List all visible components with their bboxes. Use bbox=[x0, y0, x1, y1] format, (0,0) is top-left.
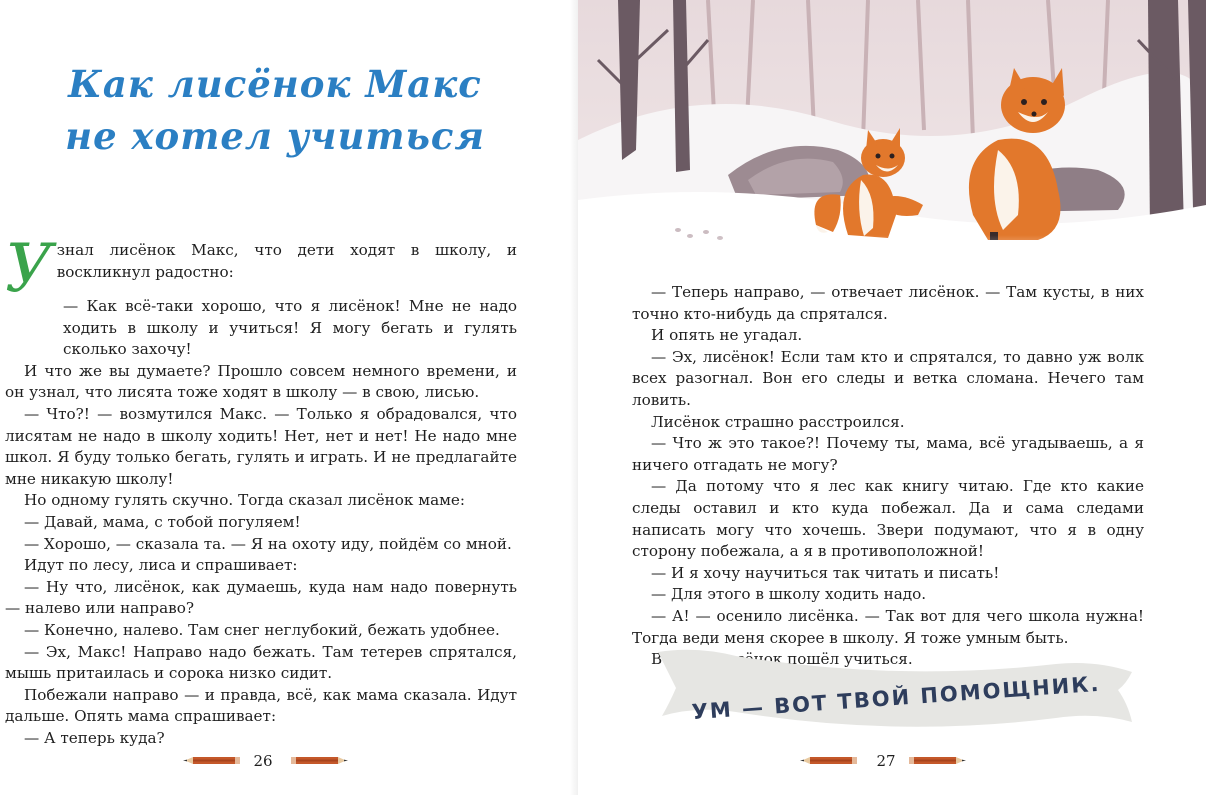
right-page bbox=[578, 0, 1206, 795]
paragraph: — Давай, мама, с тобой погуляем! bbox=[24, 512, 301, 531]
story-title bbox=[40, 58, 510, 162]
paragraph: — Эх, Макс! Направо надо бежать. Там тетерев спрятался, мышь притаилась и сорока низко сидит. bbox=[5, 642, 517, 683]
pencil-icon bbox=[908, 756, 966, 765]
page-number: 26 bbox=[253, 752, 273, 770]
paragraph: — Конечно, налево. Там снег неглубокий, бежать удобнее. bbox=[24, 620, 500, 639]
paragraph: — Эх, лисёнок! Если там кто и спрятался, то давно уж волк всех разогнал. Вон его следы и ветка сломана. Нечего там ловить. bbox=[632, 347, 1144, 409]
page-number: 27 bbox=[876, 752, 896, 770]
left-page bbox=[0, 0, 578, 795]
banner-moral: УМ — ВОТ ТВОЙ ПОМОЩНИК. bbox=[690, 671, 1102, 725]
drop-cap: У bbox=[5, 230, 53, 307]
paragraph: — Что?! — возмутился Макс. — Только я обрадовался, что лисятам не надо в школу ходить! Нет, нет и нет! Не надо мне школ. Я буду только бегать, гулять и играть. И не предлагайте мне никакую школу! bbox=[5, 404, 517, 488]
title-line-2: не хотел учиться bbox=[65, 114, 485, 158]
right-page-text bbox=[632, 282, 1144, 671]
paragraph: Узнал лисёнок Макс, что дети ходят в школу, и воскликнул радостно: bbox=[5, 230, 517, 307]
paragraph: И опять не угадал. bbox=[651, 326, 803, 345]
paragraph: Вот так лисёнок пошёл учиться. bbox=[651, 650, 913, 669]
paragraph: — Для этого в школу ходить надо. bbox=[651, 585, 927, 604]
title-line-1: Как лисёнок Макс bbox=[68, 62, 482, 106]
paragraph: — Хорошо, — сказала та. — Я на охоту иду, пойдём со мной. bbox=[24, 534, 512, 553]
fox-illustration bbox=[578, 0, 1206, 272]
paragraph: — Ну что, лисёнок, как думаешь, куда нам надо повернуть — налево или направо? bbox=[5, 577, 517, 618]
paragraph: Идут по лесу, лиса и спрашивает: bbox=[24, 556, 298, 575]
paragraph: — Что ж это такое?! Почему ты, мама, всё угадываешь, а я ничего отгадать не могу? bbox=[632, 434, 1144, 474]
paragraph: И что же вы думаете? Прошло совсем немного времени, и он узнал, что лисята тоже ходят в школу — в свою, лисью. bbox=[5, 361, 517, 402]
paragraph: — А! — осенило лисёнка. — Так вот для чего школа нужна! Тогда веди меня скорее в школу. Я тоже умным быть. bbox=[632, 606, 1144, 647]
paragraph: — А теперь куда? bbox=[24, 728, 165, 747]
paragraph: Но одному гулять скучно. Тогда сказал лисёнок маме: bbox=[24, 491, 466, 510]
pencil-icon bbox=[800, 756, 858, 765]
paragraph: — Да потому что я лес как книгу читаю. Где кто какие следы оставил и кто куда побежал. Да и сама следами написать могу что хочешь. Звери подумают, что я в одну сторону побежала, а я в противоположной! bbox=[632, 477, 1144, 561]
paragraph: — И я хочу научиться так читать и писать! bbox=[651, 563, 1000, 582]
paragraph: — Как всё-таки хорошо, что я лисёнок! Мне не надо ходить в школу и учиться! Я могу бегать и гулять сколько захочу! bbox=[63, 297, 517, 359]
paragraph: Побежали направо — и правда, всё, как мама сказала. Идут дальше. Опять мама спрашивает: bbox=[5, 685, 517, 726]
paragraph: — Теперь направо, — отвечает лисёнок. — Там кусты, в них точно кто-нибудь да спрятался. bbox=[632, 283, 1144, 323]
left-page-text bbox=[5, 230, 517, 749]
pencil-icon bbox=[290, 756, 348, 765]
pencil-icon bbox=[183, 756, 241, 765]
paragraph: Лисёнок страшно расстроился. bbox=[651, 412, 905, 431]
